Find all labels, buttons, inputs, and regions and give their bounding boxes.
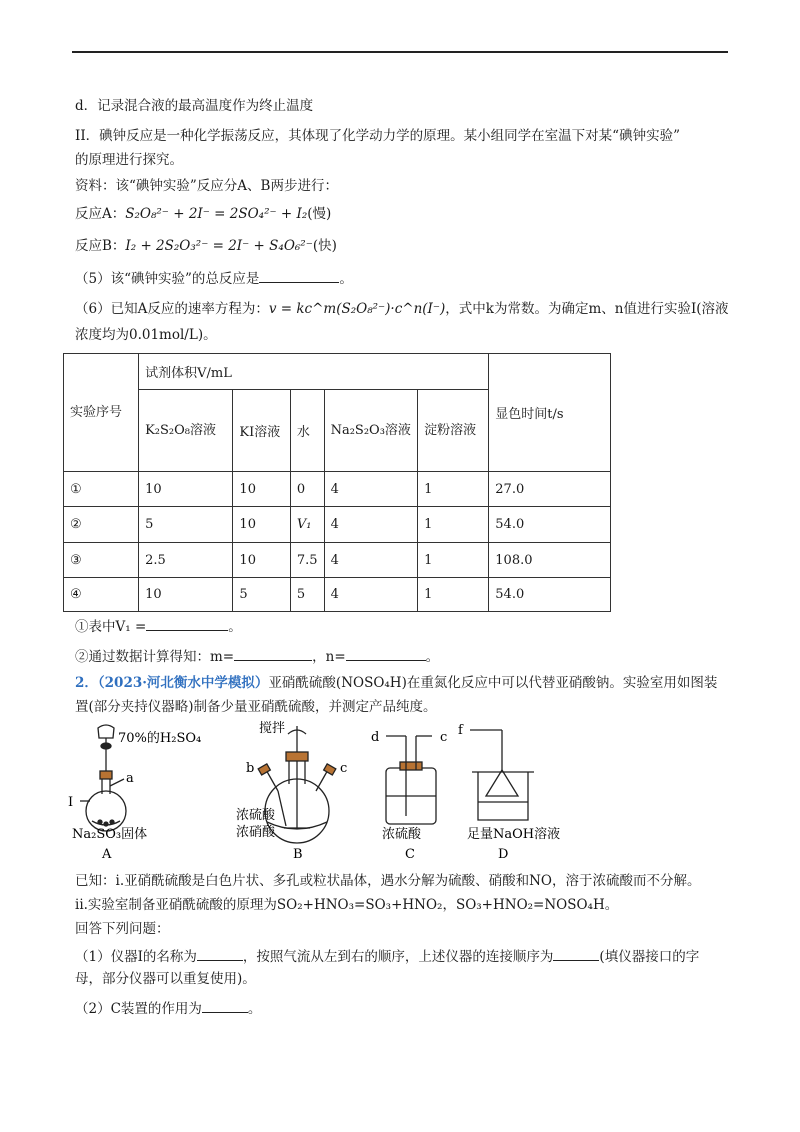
answer-blank[interactable] — [346, 646, 426, 661]
question-1-cont: 母，部分仪器可以重复使用)。 — [75, 971, 256, 987]
port-b-label: b — [246, 761, 255, 776]
cell-time: 108.0 — [489, 543, 611, 578]
b-liquid-2: 浓硝酸 — [236, 825, 276, 840]
reaction-a — [75, 205, 331, 223]
question-1-text: （1）仪器I的名称为 — [75, 949, 197, 965]
sub-question-2-text: ②通过数据计算得知：m= — [75, 649, 235, 665]
answer-blank[interactable] — [202, 998, 248, 1013]
cell-id: ① — [64, 472, 139, 507]
cell-id: ④ — [64, 578, 139, 612]
sub-question-1 — [75, 616, 242, 636]
cell-k2s2o8: 5 — [139, 507, 233, 543]
table-row — [64, 578, 611, 612]
problem-source: （2023·河北衡水中学模拟） — [97, 675, 269, 691]
caption-c: C — [405, 847, 415, 862]
part2-intro-cont: 的原理进行探究。 — [75, 152, 183, 168]
problem-2-cont: 置(部分夹持仪器略)制备少量亚硝酰硫酸，并测定产品纯度。 — [75, 699, 437, 715]
sub-question-2-end: 。 — [425, 649, 440, 665]
cell-time: 54.0 — [489, 507, 611, 543]
question-5-end: 。 — [339, 271, 353, 287]
c-liquid: 浓硫酸 — [382, 827, 422, 842]
known-ii: ii.实验室制备亚硝酰硫酸的原理为SO₂+HNO₃=SO₃+HNO₂，SO₃+HNO₂=NOSO₄H。 — [75, 897, 619, 913]
cell-ki: 10 — [233, 507, 290, 543]
reaction-b-note: (快) — [312, 238, 337, 254]
reaction-a-label: 反应A： — [75, 206, 126, 222]
caption-b: B — [293, 847, 303, 862]
cell-ki: 5 — [233, 578, 290, 612]
problem-2-text: 亚硝酰硫酸(NOSO₄H)在重氮化反应中可以代替亚硝酸钠。实验室用如图装 — [268, 675, 718, 691]
cell-water: 5 — [290, 578, 324, 612]
b-liquid-1: 浓硫酸 — [236, 808, 276, 823]
sub-question-1-end: 。 — [228, 619, 242, 635]
cell-id: ③ — [64, 543, 139, 578]
experiment-table — [63, 353, 611, 612]
header-color-time: 显色时间t/s — [489, 354, 611, 472]
question-5 — [75, 268, 353, 288]
cell-water: 7.5 — [290, 543, 324, 578]
problem-number: 2． — [75, 675, 98, 691]
table-row — [64, 507, 611, 543]
port-c2-label: c — [440, 730, 448, 745]
header-rule — [72, 51, 728, 53]
question-6-text-cont: ，式中k为常数。为确定m、n值进行实验I(溶液 — [445, 301, 729, 317]
port-f-label: f — [458, 723, 463, 738]
apparatus-c — [386, 736, 436, 824]
cell-na2s2o3: 4 — [324, 472, 418, 507]
instrument-i-label: I — [68, 795, 74, 810]
rate-equation: v = kc^m(S₂O₈²⁻)·c^n(I⁻) — [268, 301, 446, 317]
reaction-b-label: 反应B： — [75, 238, 126, 254]
cell-k2s2o8: 10 — [139, 578, 233, 612]
answer-blank[interactable] — [234, 646, 312, 661]
header-reagent-volume: 试剂体积V/mL — [139, 354, 489, 390]
reaction-a-equation: S₂O₈²⁻ + 2I⁻ = 2SO₄²⁻ + I₂ — [125, 206, 308, 222]
header-na2s2o3: Na₂S₂O₃溶液 — [324, 390, 418, 472]
cell-na2s2o3: 4 — [324, 578, 418, 612]
question-6-text: （6）已知A反应的速率方程为： — [75, 301, 269, 317]
table-row — [64, 543, 611, 578]
header-water: 水 — [290, 390, 324, 472]
caption-d: D — [498, 847, 509, 862]
cell-k2s2o8: 10 — [139, 472, 233, 507]
cell-time: 27.0 — [489, 472, 611, 507]
cell-starch: 1 — [418, 507, 489, 543]
question-5-text: （5）该“碘钟实验”的总反应是 — [75, 271, 260, 287]
apparatus-a-content: Na₂SO₃固体 — [72, 827, 148, 842]
port-d-label: d — [371, 730, 380, 745]
known-i: 已知：i.亚硝酰硫酸是白色片状、多孔或粒状晶体，遇水分解为硫酸、硝酸和NO，溶于浓硫酸而不分解。 — [75, 873, 701, 889]
question-2-end: 。 — [247, 1001, 262, 1017]
answer-blank[interactable] — [197, 946, 243, 961]
header-ki: KI溶液 — [233, 390, 290, 472]
cell-starch: 1 — [418, 472, 489, 507]
question-2 — [75, 998, 261, 1018]
reaction-b — [75, 237, 337, 255]
part2-intro: II．碘钟反应是一种化学振荡反应，其体现了化学动力学的原理。某小组同学在室温下对某“碘钟实验” — [75, 128, 680, 144]
question-1 — [75, 946, 699, 966]
cell-water: 0 — [290, 472, 324, 507]
caption-a: A — [102, 847, 112, 862]
cell-starch: 1 — [418, 578, 489, 612]
answer-prompt: 回答下列问题： — [75, 921, 170, 937]
stir-label: 搅拌 — [259, 721, 286, 736]
cell-ki: 10 — [233, 472, 290, 507]
port-a-label: a — [126, 771, 134, 786]
header-experiment-no: 实验序号 — [64, 354, 139, 472]
cell-starch: 1 — [418, 543, 489, 578]
cell-time: 54.0 — [489, 578, 611, 612]
cell-ki: 10 — [233, 543, 290, 578]
apparatus-figure — [60, 716, 600, 862]
cell-na2s2o3: 4 — [324, 543, 418, 578]
d-liquid: 足量NaOH溶液 — [467, 827, 561, 842]
sub-question-1-text: ①表中V₁ = — [75, 619, 147, 635]
header-k2s2o8: K₂S₂O₈溶液 — [139, 390, 233, 472]
question-1-text-cont: ，按照气流从左到右的顺序，上述仪器的连接顺序为 — [242, 949, 554, 965]
question-1-text-end: (填仪器接口的字 — [599, 949, 700, 965]
sub-question-2 — [75, 646, 439, 666]
table-row — [64, 472, 611, 507]
question-6 — [75, 300, 729, 318]
answer-blank[interactable] — [146, 616, 228, 631]
acid-label: 70%的H₂SO₄ — [118, 731, 202, 746]
apparatus-d — [470, 730, 534, 820]
question-2-text: （2）C装置的作用为 — [75, 1001, 202, 1017]
sub-question-2-text-cont: ，n= — [312, 649, 346, 665]
reaction-b-equation: I₂ + 2S₂O₃²⁻ = 2I⁻ + S₄O₆²⁻ — [125, 238, 313, 254]
cell-id: ② — [64, 507, 139, 543]
header-starch: 淀粉溶液 — [418, 390, 489, 472]
answer-blank[interactable] — [553, 946, 599, 961]
cell-k2s2o8: 2.5 — [139, 543, 233, 578]
question-6-cont: 浓度均为0.01mol/L)。 — [75, 327, 217, 343]
cell-na2s2o3: 4 — [324, 507, 418, 543]
problem-2 — [75, 674, 717, 692]
info-line: 资料：该“碘钟实验”反应分A、B两步进行： — [75, 178, 338, 194]
reaction-a-note: (慢) — [307, 206, 332, 222]
answer-blank[interactable] — [259, 268, 339, 283]
port-c-label: c — [340, 761, 348, 776]
option-d: d．记录混合液的最高温度作为终止温度 — [75, 98, 314, 114]
cell-water: V₁ — [290, 507, 324, 543]
